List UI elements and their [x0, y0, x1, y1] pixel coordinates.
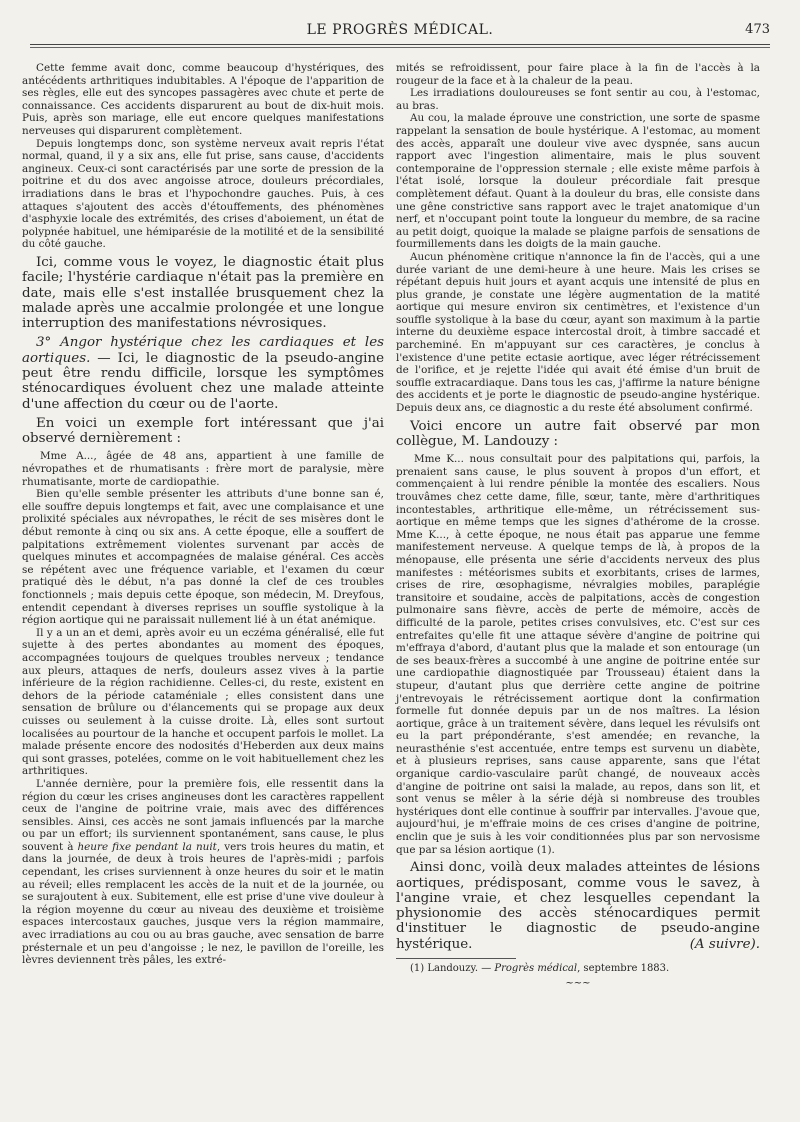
text-run: , septembre 1883.	[577, 963, 670, 974]
running-header	[30, 22, 770, 44]
lecture-paragraph	[396, 860, 760, 952]
case-paragraph: Mme A..., âgée de 48 ans, appartient à une famille de névropathes et de rhumatisants : frère mort de paralysie, mère rhumatisante, morte de cardiopathie.	[22, 450, 384, 488]
paragraph: Cette femme avait donc, comme beaucoup d'hystériques, des antécédents arthritiques indubitables. A l'époque de l'apparition de ses règles, elle eut des syncopes passagères avec chute et perte de connaissance. Ces accidents disparurent au bout de dix-huit mois. Puis, après son mariage, elle eut encore quelques manifestations nerveuses qui disparurent complètement.	[22, 62, 384, 137]
fleuron-ornament: ~~~	[565, 977, 591, 989]
emphasis: heure fixe pendant la nuit	[77, 840, 217, 853]
lecture-paragraph: En voici un exemple fort intéressant que j'ai observé dernièrement :	[22, 415, 384, 447]
paragraph: Les irradiations douloureuses se font sentir au cou, à l'estomac, au bras.	[396, 87, 760, 112]
header-rule	[30, 44, 770, 48]
right-column	[396, 62, 760, 990]
paragraph: Il y a un an et demi, après avoir eu un eczéma généralisé, elle fut sujette à des pertes abondantes au moment des époques, accompagnées toujours de quelques troubles nerveux ; tendance aux pleurs, attaques de nerfs, douleurs assez vives à la partie inférieure de la région rachidienne. Celles-ci, du reste, existent en dehors de la période cataméniale ; elles consistent dans une sensation de brûlure ou d'élancements qui se propage aux deux cuisses ou seulement à la cuisse droite. Là, elles sont surtout localisées au pourtour de la hanche et occupent parfois le mollet. La malade présente encore des nodosités d'Heberden aux deux mains qui sont grasses, potelées, comme on le voit habituellement chez les arthritiques.	[22, 626, 384, 778]
journal-title: LE PROGRÈS MÉDICAL.	[306, 22, 494, 38]
footnote	[396, 963, 760, 976]
section-heading: 3° Angor hystérique chez les cardiaques et les aortiques.	[22, 335, 384, 366]
paragraph: Depuis longtemps donc, son système nerveux avait repris l'état normal, quand, il y a six ans, elle fut prise, sans cause, d'accidents angineux. Ceux-ci sont caractérisés par une sorte de pression de la poitrine et du dos avec angoisse atroce, douleurs précordiales, irradiations dans le bras et l'hypochondre gauches. Puis, à ces attaques s'ajoutent des accès d'étouffements, des phénomènes d'asphyxie locale des extrémités, des crises d'aboiement, un état de polypnée habituel, une hémiparésie de la motilité et de la sensibilité du côté gauche.	[22, 137, 384, 251]
emphasis: Progrès médical	[494, 963, 578, 974]
paragraph	[22, 778, 384, 967]
text-run: Ainsi donc, voilà deux malades atteintes de lésions aortiques, prédisposant, comme vous le savez, à l'angine vraie, et chez lesquelles cependant la physionomie des accès sténocardiques permit d'instituer le diagnostic de pseudo-angine hystérique.	[396, 860, 760, 952]
text-run: , vers trois heures du matin, et dans la journée, de deux à trois heures de l'après-midi ; parfois cependant, les crises surviennent à onze heures du soir et le matin au réveil; elles remplacent les accès de la nuit et de la journée, ou se surajoutent à eux. Subitement, elle est prise d'une vive douleur à la région moyenne du cœur au niveau des deuxième et troisième espaces intercostaux gauches, jusque vers la région mammaire, avec irradiations au cou ou au bras gauche, avec sensation de barre présternale et un peu d'angoisse ; le nez, le pavillon de l'oreille, les lèvres deviennent très pâles, les extré-	[22, 840, 385, 967]
paragraph: Bien qu'elle semble présenter les attributs d'une bonne san é, elle souffre depuis longtemps et fait, avec une complaisance et une prolixité spéciales aux névropathes, le récit de ses misères dont le début remonte à cinq ou six ans. A cette époque, elle a souffert de palpitations extrêmement violentes survenant par accès de quelques minutes et accompagnées de malaise général. Ces accès se répétent avec une fréquence variable, et l'examen du cœur pratiqué dès le début, n'a pas donné la clef de ces troubles fonctionnels ; mais depuis cette époque, son médecin, M. Dreyfous, entendit cependant à diverses reprises un souffle systolique à la région aortique qui ne paraissait nullement lié à un état anémique.	[22, 488, 384, 627]
text-run: L'année dernière, pour la première fois, elle ressentit dans la région du cœur les crises angineuses dont les caractères rappellent ceux de l'angine de poitrine vraie, mais avec des différences sensibles. Ainsi, ces accès ne sont jamais influencés par la marche ou par un effort; ils surviennent spontanément, sans cause, le plus souvent à	[22, 777, 384, 853]
left-column	[22, 62, 384, 967]
paragraph: Aucun phénomène critique n'annonce la fin de l'accès, qui a une durée variant de une demi-heure à une heure. Mais les crises se répétant depuis huit jours et ayant acquis une intensité de plus en plus grande, je constate une légère augmentation de la matité aortique qui mesure environ six centimètres, et l'existence d'un souffle systolique à la base du cœur, ayant son maximum à la partie interne du deuxième espace intercostal droit, à timbre saccadé et parcheminé. En m'appuyant sur ces caractères, je conclus à l'existence d'une petite ectasie aortique, avec léger rétrécissement de l'orifice, et je rejette l'idée qui avait été émise d'un bruit de souffle extracardiaque. Dans tous les cas, j'affirme la nature bénigne des accidents et je porte le diagnostic de pseudo-angine hystérique. Depuis deux ans, ce diagnostic a du reste été absolument confirmé.	[396, 250, 760, 415]
lecture-paragraph: Ici, comme vous le voyez, le diagnostic était plus facile; l'hystérie cardiaque n'était pas la première en date, mais elle s'est installée brusquement chez la malade après une accalmie prolongée et une longue interruption des manifestations névrosiques.	[22, 254, 384, 332]
lecture-paragraph: Voici encore un autre fait observé par mon collègue, M. Landouzy :	[396, 418, 760, 449]
footnote-rule	[396, 958, 516, 959]
section-text: — Ici, le diagnostic de la pseudo-angine peut être rendu difficile, lorsque les symptômes sténocardiques évoluent chez une malade atteinte d'une affection du cœur ou de l'aorte.	[22, 350, 384, 412]
section-heading-paragraph	[22, 335, 384, 411]
to-follow: (A suivre).	[689, 936, 760, 952]
paragraph: mités se refroidissent, pour faire place à la fin de l'accès à la rougeur de la face et à la chaleur de la peau.	[396, 62, 760, 87]
paragraph: Au cou, la malade éprouve une constriction, une sorte de spasme rappelant la sensation de boule hystérique. A l'estomac, au moment des accès, apparaît une douleur vive avec dyspnée, sans aucun rapport avec l'ingestion alimentaire, mais le plus souvent contemporaine de l'oppression sternale ; elle existe même parfois à l'état isolé, lorsque la douleur précordiale fait presque complètement défaut. Quant à la douleur du bras, elle consiste dans une gêne constrictive sans rapport avec le trajet anatomique d'un nerf, et n'occupant point toute la longueur du membre, de sa racine au petit doigt, quoique la malade se plaigne parfois de sensations de fourmillements dans les doigts de la main gauche.	[396, 112, 760, 251]
text-run: (1) Landouzy. —	[410, 963, 495, 974]
page-number: 473	[745, 22, 770, 37]
case-paragraph: Mme K... nous consultait pour des palpitations qui, parfois, la prenaient sans cause, le plus souvent à propos d'un effort, et commençaient à lui rendre pénible la montée des escaliers. Nous trouvâmes chez cette dame, fille, sœur, tante, mère d'arthritiques incontestables, arthritique elle-même, un rétrécissement sus-aortique en même temps que les signes d'athérome de la crosse. Mme K..., à cette époque, ne nous était pas apparue une femme manifestement nerveuse. A quelque temps de là, à propos de la ménopause, elle présenta une série d'accidents nerveux des plus manifestes : météorismes subits et exorbitants, crises de larmes, crises de rire, œsophagisme, névralgies mobiles, paraplégie transitoire et soudaine, accès de palpitations, accès de congestion pulmonaire sans fièvre, accès de perte de mémoire, accès de difficulté de la parole, petites crises convulsives, etc. C'est sur ces entrefaites qu'elle fit une attaque sévère d'angine de poitrine qui m'effraya d'abord, d'autant plus que la malade et son entourage (un de ses beaux-frères a succombé à une angine de poitrine entée sur une cardiopathie diagnostiquée par Trousseau) étaient dans la stupeur, d'autant plus que derrière cette angine de poitrine j'entrevoyais le rétrécissement aortique dont la confirmation formelle fut donnée depuis par un de nos maîtres. La lésion aortique, grâce à un traitement sévère, dans lequel les révulsifs ont eu la part prépondérante, s'est amendée; en revanche, la neurasthénie s'est accentuée, entre temps est survenu un diabète, et à plusieurs reprises, sans cause apparente, sans que l'état organique cardio-vasculaire parût changé, de nouveaux accès d'angine de poitrine ont saisi la malade, au repos, dans son lit, et sont venus se mêler à la série déjà si nombreuse des troubles hystériques dont elle continue à souffrir par intervalles. J'avoue que, aujourd'hui, je m'effraie moins de ces crises d'angine de poitrine, enclin que je suis à les voir conditionnées plus par son nervosisme que par sa lésion aortique (1).	[396, 453, 760, 856]
